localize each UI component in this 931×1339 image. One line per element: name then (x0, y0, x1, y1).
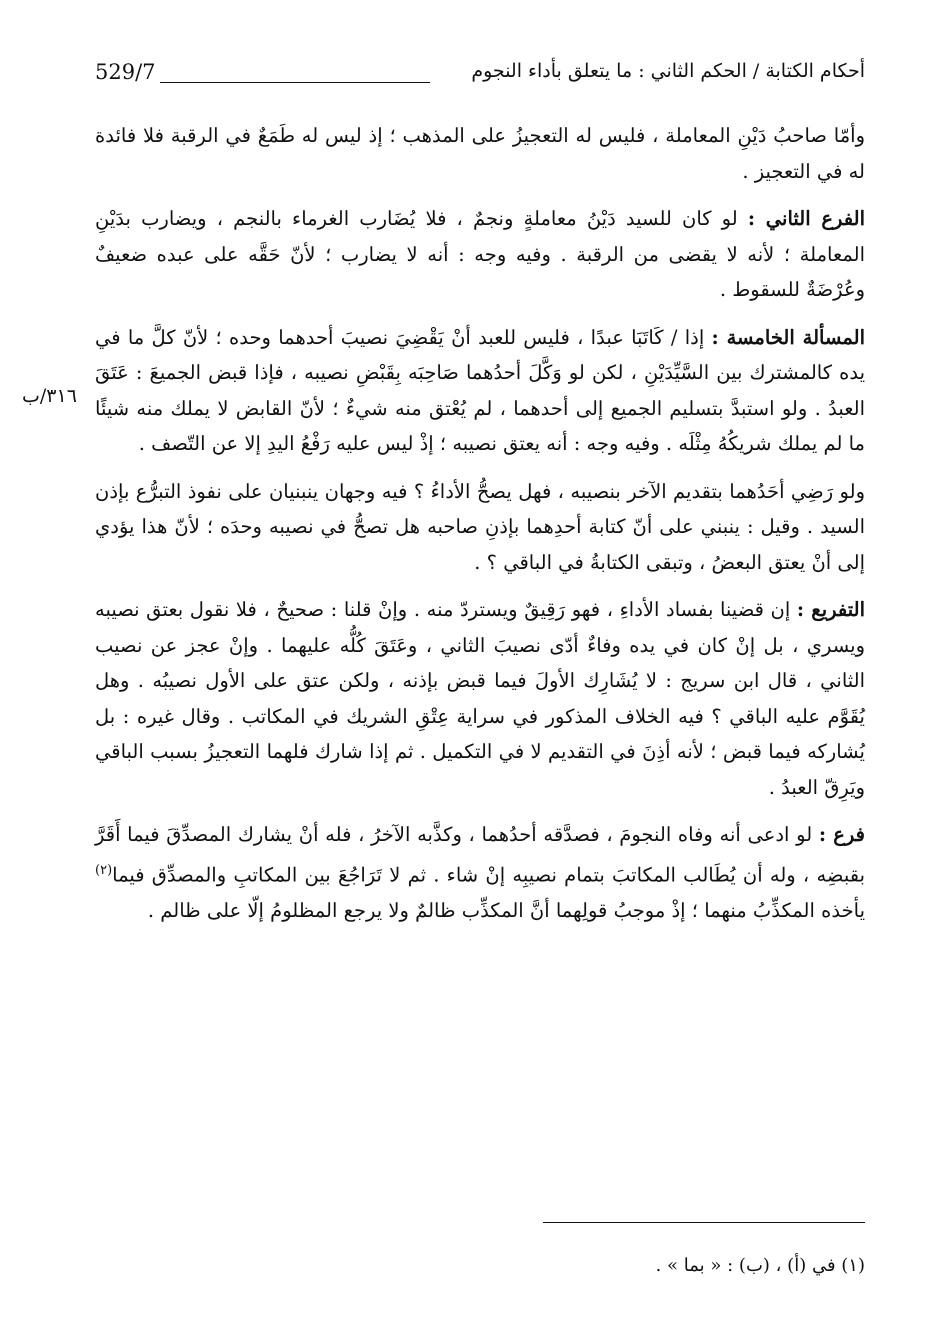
paragraph-text: إذا / كَاتَبَا عبدًا ، فليس للعبد أنْ يَقْضِيَ نصيبَ أحدهما وحده ؛ لأنّ كلَّ ما في يده كالمشترك بين السَّيِّدَيْنِ ، لكن لو وَكَّلَ أحدُهما صَاحِبَه بِقَبْضِ نصيبه ، فإذا قبض الجميعَ : عَتَقَ العبدُ . ولو استبدَّ بتسليم الجميع إلى أحدهما ، لم يُعْتق منه شيءٌ ؛ لأنّ القابض لا يملك منه شيئًا ما لم يملك شريكُهُ مِثْلَه . وفيه وجه : أنه يعتق نصيبه ؛ إذْ ليس عليه رَفْعُ اليدِ إلا عن التّصف . (95, 325, 865, 455)
paragraph (95, 201, 865, 308)
margin-folio-note: ٣١٦/ب (22, 385, 77, 407)
page-header (95, 58, 865, 92)
footnote: (١) في (أ) ، (ب) : « بما » . (655, 1255, 865, 1276)
paragraph-text: إن قضينا بفساد الأداءِ ، فهو رَقِيقٌ ويستردّ منه . وإنْ قلنا : صحيحٌ ، فلا نقول بعتق نصيبه ويسري ، بل إنْ كان في يده وفاءٌ أدّى نصيبَ الثاني ، وعَتَقَ كُلُّه عليهما . وإنْ عجز عن نصيب الثاني ، قال ابن سريج : لا يُشَارِك الأولَ فيما قبض بإذنه ، ولكن عتق على الأول نصيبُه . وهل يُقَوَّم عليه الباقي ؟ فيه الخلاف المذكور في سراية عِتْقِ الشريك في المكاتب . وقال غيره : بل يُشاركه فيما قبض ؛ لأنه أذِنَ في التقديم لا في التكميل . ثم إذا شارك فلهما التعجيزُ بسبب الباقي ويَرِقّ العبدُ . (95, 598, 865, 799)
paragraph (95, 817, 865, 928)
footnote-reference[interactable]: (٢) (95, 862, 113, 878)
paragraph (95, 474, 865, 581)
paragraph-text: وأمّا صاحبُ دَيْنِ المعاملة ، فليس له التعجيزُ على المذهب ؛ إذ ليس له طَمَعٌ في الرقبة فلا فائدة له في التعجيز . (95, 124, 865, 183)
paragraph-lead: التفريع : (796, 598, 865, 621)
header-rule (160, 82, 430, 83)
paragraph-text: ولو رَضِي أحَدُهما بتقديم الآخر بنصيبه ، فهل يصحُّ الأداءُ ؟ فيه وجهان ينبنيان على نفوذ التبرُّع بإذن السيد . وقيل : ينبني على أنّ كتابة أحدِهما بإذنِ صاحبه هل تصحُّ في نصيبه وحدَه ؛ لأنّ هذا يؤدي إلى أنْ يعتق البعضُ ، وتبقى الكتابةُ في الباقي ؟ . (95, 479, 865, 574)
running-title: أحكام الكتابة / الحكم الثاني : ما يتعلق بأداء النجوم (471, 60, 865, 82)
page-number: 529/7 (95, 60, 156, 84)
paragraph-text: لو كان للسيد دَيْنُ معاملةٍ ونجمٌ ، فلا يُضَارب الغرماء بالنجم ، ويضارب بدَيْنِ المعاملة ؛ لأنه لا يقضى من الرقبة . وفيه وجه : أنه لا يضارب ؛ لأنّ حَقَّه على عبده ضعيفٌ وعُرْضَةٌ للسقوط . (95, 207, 865, 301)
footnote-rule (543, 1222, 865, 1223)
paragraph-lead: فرع : (818, 823, 866, 846)
paragraph (95, 320, 865, 462)
paragraph (95, 118, 865, 189)
paragraph-lead: المسألة الخامسة : (711, 325, 865, 349)
paragraph-text: لو ادعى أنه وفاه النجومَ ، فصدَّقه أحدُهما ، وكذَّبه الآخرُ ، فله أنْ يشارك المصدِّقَ فيما أَقَرَّ بقبضِه ، وله أن يُطَالب المكاتبَ بتمام نصيبِه إنْ شاء . ثم لا تَرَاجُعَ بين المكاتبِ والمصدِّق فيما (95, 823, 865, 886)
paragraph (95, 592, 865, 805)
paragraph-lead: الفرع الثاني : (747, 207, 865, 230)
paragraph-text: يأخذه المكذِّبُ منهما ؛ إذْ موجبُ قولِهما أنَّ المكذِّب ظالمٌ ولا يرجع المظلومُ إلّا على ظالم . (147, 898, 865, 922)
main-text (95, 118, 865, 940)
